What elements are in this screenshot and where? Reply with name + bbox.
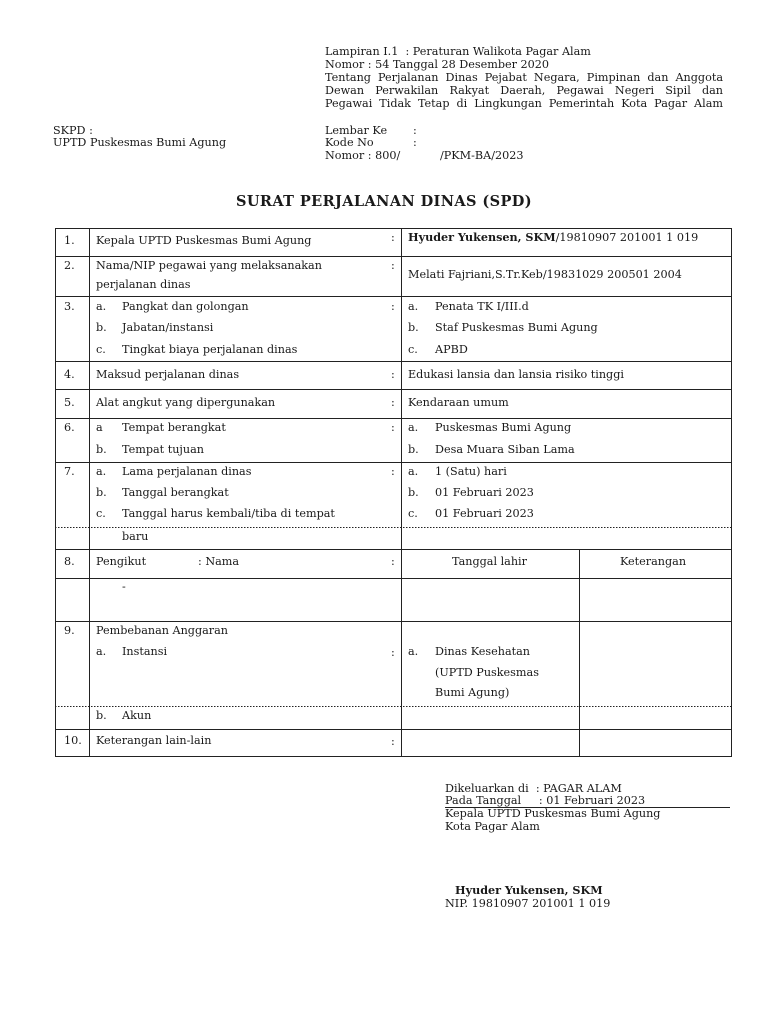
row7-number: 7. bbox=[64, 465, 75, 478]
row2-value: Melati Fajriani,S.Tr.Keb/19831029 200501 2004 bbox=[408, 268, 682, 281]
row6-label-b: Tempat tujuan bbox=[122, 443, 204, 456]
row8-keterangan-header: Keterangan bbox=[620, 555, 687, 568]
tanggal-value: : 01 Februari 2023 bbox=[538, 794, 646, 807]
row2-label-2: perjalanan dinas bbox=[96, 278, 191, 291]
tentang-line-2: Dewan Perwakilan Rakyat Daerah, Pegawai Negeri Sipil dan bbox=[325, 84, 723, 97]
lampiran-label: Lampiran I.1 bbox=[325, 45, 399, 58]
row7-value-b: 01 Februari 2023 bbox=[435, 486, 534, 499]
signer-name: Hyuder Yukensen, SKM bbox=[455, 883, 603, 897]
row7-label-c: Tanggal harus kembali/tiba di tempat bbox=[122, 507, 335, 520]
row7-label-c-2: baru bbox=[122, 530, 149, 543]
row4-label: Maksud perjalanan dinas bbox=[96, 368, 240, 381]
tentang-line-3: Pegawai Tidak Tetap di Lingkungan Pemerintah Kota Pagar Alam bbox=[325, 97, 723, 110]
row8-colon: : bbox=[391, 555, 395, 568]
row8-number: 8. bbox=[64, 555, 75, 568]
row7-vmark-a: a. bbox=[408, 465, 419, 478]
row3-label-a: Pangkat dan golongan bbox=[122, 300, 249, 313]
row9-label: Pembebanan Anggaran bbox=[96, 624, 229, 637]
row1-label: Kepala UPTD Puskesmas Bumi Agung bbox=[96, 234, 312, 247]
row9-mark-a: a. bbox=[96, 645, 107, 658]
nomor-label: Nomor : 800/ bbox=[325, 149, 401, 162]
jabatan-line-1: Kepala UPTD Puskesmas Bumi Agung bbox=[445, 807, 661, 820]
row6-value-b: Desa Muara Siban Lama bbox=[435, 443, 575, 456]
row5-value: Kendaraan umum bbox=[408, 396, 509, 409]
signer-nip: NIP. 19810907 201001 1 019 bbox=[445, 897, 611, 910]
row7-mark-a: a. bbox=[96, 465, 107, 478]
row7-vmark-c: c. bbox=[408, 507, 418, 520]
row3-mark-c: c. bbox=[96, 343, 106, 356]
row3-label-b: Jabatan/instansi bbox=[122, 321, 214, 334]
row6-number: 6. bbox=[64, 421, 75, 434]
row3-colon: : bbox=[391, 300, 395, 313]
row3-value-a: Penata TK I/III.d bbox=[435, 300, 529, 313]
row3-value-c: APBD bbox=[435, 343, 468, 356]
row1-value-name: Hyuder Yukensen, SKM bbox=[408, 230, 556, 244]
row2-colon: : bbox=[391, 259, 395, 272]
lembar-colon: : bbox=[413, 124, 417, 137]
row7-label-b: Tanggal berangkat bbox=[122, 486, 229, 499]
row5-colon: : bbox=[391, 396, 395, 409]
row3-value-b: Staf Puskesmas Bumi Agung bbox=[435, 321, 598, 334]
row4-number: 4. bbox=[64, 368, 75, 381]
row4-value: Edukasi lansia dan lansia risiko tinggi bbox=[408, 368, 624, 381]
row9-value-a-3: Bumi Agung) bbox=[435, 686, 510, 699]
row10-label: Keterangan lain-lain bbox=[96, 734, 212, 747]
kode-colon: : bbox=[413, 136, 417, 149]
row2-label-1: Nama/NIP pegawai yang melaksanakan bbox=[96, 259, 322, 272]
row8-nama: : Nama bbox=[198, 555, 240, 568]
row6-label-a: Tempat berangkat bbox=[122, 421, 226, 434]
row3-vmark-a: a. bbox=[408, 300, 419, 313]
tentang-line-1: Tentang Perjalanan Dinas Pejabat Negara, Pimpinan dan Anggota bbox=[325, 71, 723, 84]
row7-mark-b: b. bbox=[96, 486, 107, 499]
row7-vmark-b: b. bbox=[408, 486, 419, 499]
row7-value-a: 1 (Satu) hari bbox=[435, 465, 507, 478]
row7-value-c: 01 Februari 2023 bbox=[435, 507, 534, 520]
row10-number: 10. bbox=[64, 734, 82, 747]
row1-value-nip: /19810907 201001 1 019 bbox=[555, 231, 699, 244]
row1-colon: : bbox=[391, 231, 395, 244]
lembar-label: Lembar Ke bbox=[325, 124, 388, 137]
lampiran-value: : Peraturan Walikota Pagar Alam bbox=[405, 45, 591, 58]
row10-colon: : bbox=[391, 735, 395, 748]
jabatan-line-2: Kota Pagar Alam bbox=[445, 820, 540, 833]
row9-number: 9. bbox=[64, 624, 75, 637]
tanggal-label: Pada Tanggal bbox=[445, 794, 522, 807]
row6-mark-a: a bbox=[96, 421, 103, 434]
row9-label-a: Instansi bbox=[122, 645, 168, 658]
row9-colon: : bbox=[391, 646, 395, 659]
row6-mark-b: b. bbox=[96, 443, 107, 456]
skpd-label: SKPD : bbox=[53, 124, 93, 137]
tanggal-line bbox=[445, 794, 645, 808]
row7-colon: : bbox=[391, 465, 395, 478]
dikeluarkan-value: : PAGAR ALAM bbox=[535, 782, 622, 795]
skpd-value: UPTD Puskesmas Bumi Agung bbox=[53, 136, 227, 149]
dikeluarkan-label: Dikeluarkan di bbox=[445, 782, 529, 795]
row8-tanggal-lahir-header: Tanggal lahir bbox=[452, 555, 527, 568]
row7-label-a: Lama perjalanan dinas bbox=[122, 465, 252, 478]
row9-mark-b: b. bbox=[96, 709, 107, 722]
row9-value-a-1: Dinas Kesehatan bbox=[435, 645, 531, 658]
row7-mark-c: c. bbox=[96, 507, 106, 520]
row1-value bbox=[408, 230, 698, 244]
row3-mark-a: a. bbox=[96, 300, 107, 313]
nomor-suffix: /PKM-BA/2023 bbox=[440, 149, 524, 162]
row5-number: 5. bbox=[64, 396, 75, 409]
row5-label: Alat angkut yang dipergunakan bbox=[96, 396, 276, 409]
row3-vmark-c: c. bbox=[408, 343, 418, 356]
row6-vmark-b: b. bbox=[408, 443, 419, 456]
row6-vmark-a: a. bbox=[408, 421, 419, 434]
row9-label-b: Akun bbox=[122, 709, 152, 722]
row8-pengikut-dash: - bbox=[122, 580, 126, 593]
peraturan-nomor: Nomor : 54 Tanggal 28 Desember 2020 bbox=[325, 58, 549, 71]
row4-colon: : bbox=[391, 368, 395, 381]
row6-colon: : bbox=[391, 421, 395, 434]
row9-value-a-2: (UPTD Puskesmas bbox=[435, 666, 539, 679]
row6-value-a: Puskesmas Bumi Agung bbox=[435, 421, 572, 434]
row3-label-c: Tingkat biaya perjalanan dinas bbox=[122, 343, 298, 356]
row3-number: 3. bbox=[64, 300, 75, 313]
row2-number: 2. bbox=[64, 259, 75, 272]
row8-label: Pengikut bbox=[96, 555, 147, 568]
document-title: SURAT PERJALANAN DINAS (SPD) bbox=[235, 193, 533, 210]
row1-number: 1. bbox=[64, 234, 75, 247]
kode-label: Kode No bbox=[325, 136, 374, 149]
row3-mark-b: b. bbox=[96, 321, 107, 334]
row9-vmark-a: a. bbox=[408, 645, 419, 658]
row3-vmark-b: b. bbox=[408, 321, 419, 334]
